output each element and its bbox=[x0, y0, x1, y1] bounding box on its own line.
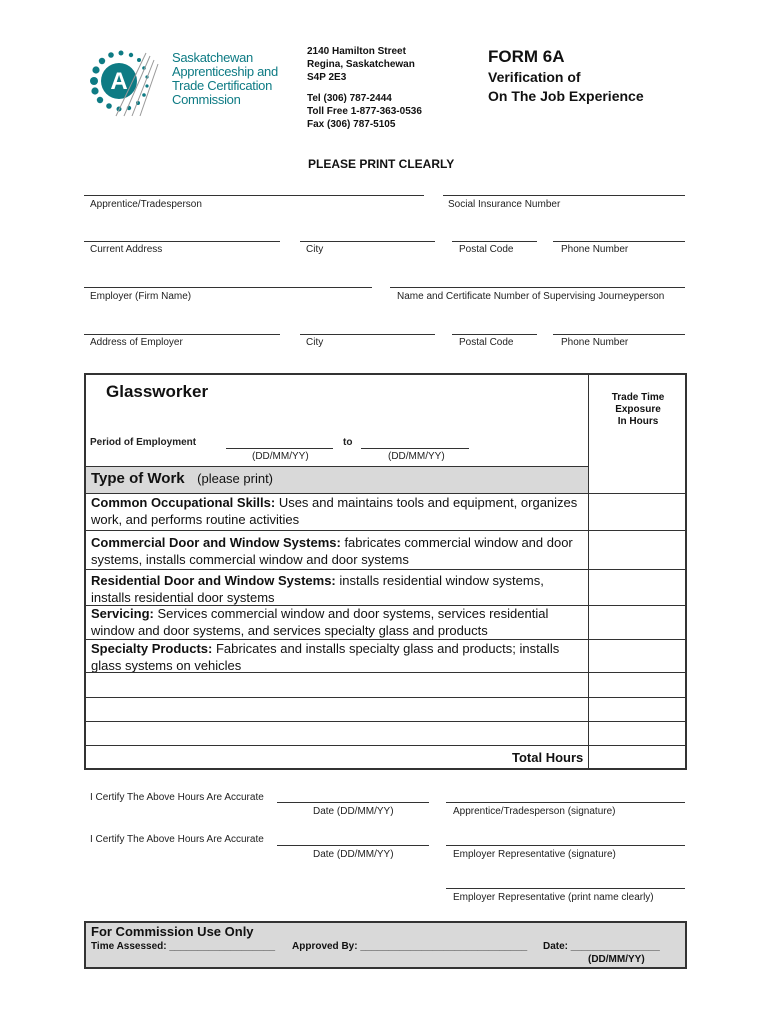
row-divider bbox=[85, 672, 686, 673]
city-field[interactable] bbox=[300, 241, 435, 242]
date-field[interactable] bbox=[277, 802, 429, 803]
commission-date-format: (DD/MM/YY) bbox=[588, 954, 645, 965]
approved-by-field: Approved By: ______________________________ bbox=[292, 941, 528, 952]
employer-postal-field[interactable] bbox=[452, 334, 537, 335]
employer-city-label: City bbox=[306, 337, 324, 348]
task-row: Residential Door and Window Systems: installs residential window systems, installs residential door systems bbox=[91, 573, 544, 605]
row-divider bbox=[85, 530, 686, 531]
date-format-from: (DD/MM/YY) bbox=[252, 451, 309, 462]
sin-label: Social Insurance Number bbox=[448, 199, 561, 210]
hours-column-divider bbox=[588, 373, 589, 770]
journeyperson-label: Name and Certificate Number of Supervising Journeyperson bbox=[397, 291, 665, 302]
apprentice-label: Apprentice/Tradesperson bbox=[90, 199, 202, 210]
task-row: Commercial Door and Window Systems: fabricates commercial window and door systems, installs commercial window and door systems bbox=[91, 535, 573, 567]
form-title: FORM 6A bbox=[488, 47, 565, 66]
period-to-field[interactable] bbox=[361, 448, 469, 449]
type-of-work-label: Type of Work (please print) bbox=[91, 470, 274, 487]
task-row: Servicing: Services commercial window and door systems, services residential window and door systems, and services specialty glass and products bbox=[91, 606, 549, 638]
org-address: 2140 Hamilton Street Regina, Saskatchewan S4P 2E3 Tel (306) 787-2444 Toll Free 1-877-363-0536 Fax (306) 787-5105 bbox=[307, 46, 422, 130]
employer-address-field[interactable] bbox=[84, 334, 280, 335]
employer-city-field[interactable] bbox=[300, 334, 435, 335]
print-instruction: PLEASE PRINT CLEARLY bbox=[308, 157, 455, 171]
form-subtitle: Verification of On The Job Experience bbox=[488, 69, 644, 104]
employer-phone-field[interactable] bbox=[553, 334, 685, 335]
row-divider bbox=[85, 721, 686, 722]
certify-statement: I Certify The Above Hours Are Accurate bbox=[90, 834, 264, 845]
phone-number-field[interactable] bbox=[553, 241, 685, 242]
postal-code-field[interactable] bbox=[452, 241, 537, 242]
current-address-field[interactable] bbox=[84, 241, 280, 242]
hours-header-line: Exposure bbox=[615, 404, 661, 415]
employer-address-label: Address of Employer bbox=[90, 337, 183, 348]
apprentice-signature-field[interactable] bbox=[446, 802, 685, 803]
journeyperson-field[interactable] bbox=[390, 287, 685, 288]
employer-signature-field[interactable] bbox=[446, 845, 685, 846]
commission-date-field: Date: ________________ bbox=[543, 941, 660, 952]
date-label: Date (DD/MM/YY) bbox=[313, 849, 394, 860]
employer-print-name-label: Employer Representative (print name clearly) bbox=[453, 892, 654, 903]
hours-header-line: Trade Time bbox=[611, 392, 665, 403]
employer-label: Employer (Firm Name) bbox=[90, 291, 192, 302]
row-divider bbox=[85, 569, 686, 570]
current-address-label: Current Address bbox=[90, 244, 163, 255]
org-name: Saskatchewan Apprenticeship and Trade Certification Commission bbox=[172, 50, 278, 107]
employer-date-field[interactable] bbox=[277, 845, 429, 846]
employer-print-name-field[interactable] bbox=[446, 888, 685, 889]
logo-a-icon bbox=[86, 48, 176, 118]
total-hours-label: Total Hours bbox=[512, 750, 584, 765]
postal-code-label: Postal Code bbox=[459, 244, 514, 255]
period-label: Period of Employment bbox=[90, 437, 197, 448]
employer-field[interactable] bbox=[84, 287, 372, 288]
date-label: Date (DD/MM/YY) bbox=[313, 806, 394, 817]
employer-phone-label: Phone Number bbox=[561, 337, 629, 348]
hours-column-header bbox=[596, 392, 680, 428]
task-row: Common Occupational Skills: Uses and maintains tools and equipment, organizes work, and performs routine activities bbox=[91, 495, 578, 527]
hours-header-line: In Hours bbox=[617, 416, 659, 427]
apprentice-signature-label: Apprentice/Tradesperson (signature) bbox=[453, 806, 616, 817]
row-divider bbox=[85, 466, 588, 467]
city-label: City bbox=[306, 244, 324, 255]
commission-title: For Commission Use Only bbox=[91, 924, 254, 939]
period-from-field[interactable] bbox=[226, 448, 333, 449]
time-assessed-field: Time Assessed: ___________________ bbox=[91, 941, 276, 952]
row-divider bbox=[85, 697, 686, 698]
period-to-label: to bbox=[343, 437, 353, 448]
certify-statement: I Certify The Above Hours Are Accurate bbox=[90, 792, 264, 803]
phone-number-label: Phone Number bbox=[561, 244, 629, 255]
employer-signature-label: Employer Representative (signature) bbox=[453, 849, 616, 860]
apprentice-field[interactable] bbox=[84, 195, 424, 196]
date-format-to: (DD/MM/YY) bbox=[388, 451, 445, 462]
sin-field[interactable] bbox=[443, 195, 685, 196]
trade-name: Glassworker bbox=[106, 382, 209, 401]
row-divider bbox=[85, 745, 686, 746]
task-row: Specialty Products: Fabricates and installs specialty glass and products; installs glass systems on vehicles bbox=[91, 641, 560, 673]
svg-text:A: A bbox=[110, 68, 128, 95]
employer-postal-label: Postal Code bbox=[459, 337, 514, 348]
